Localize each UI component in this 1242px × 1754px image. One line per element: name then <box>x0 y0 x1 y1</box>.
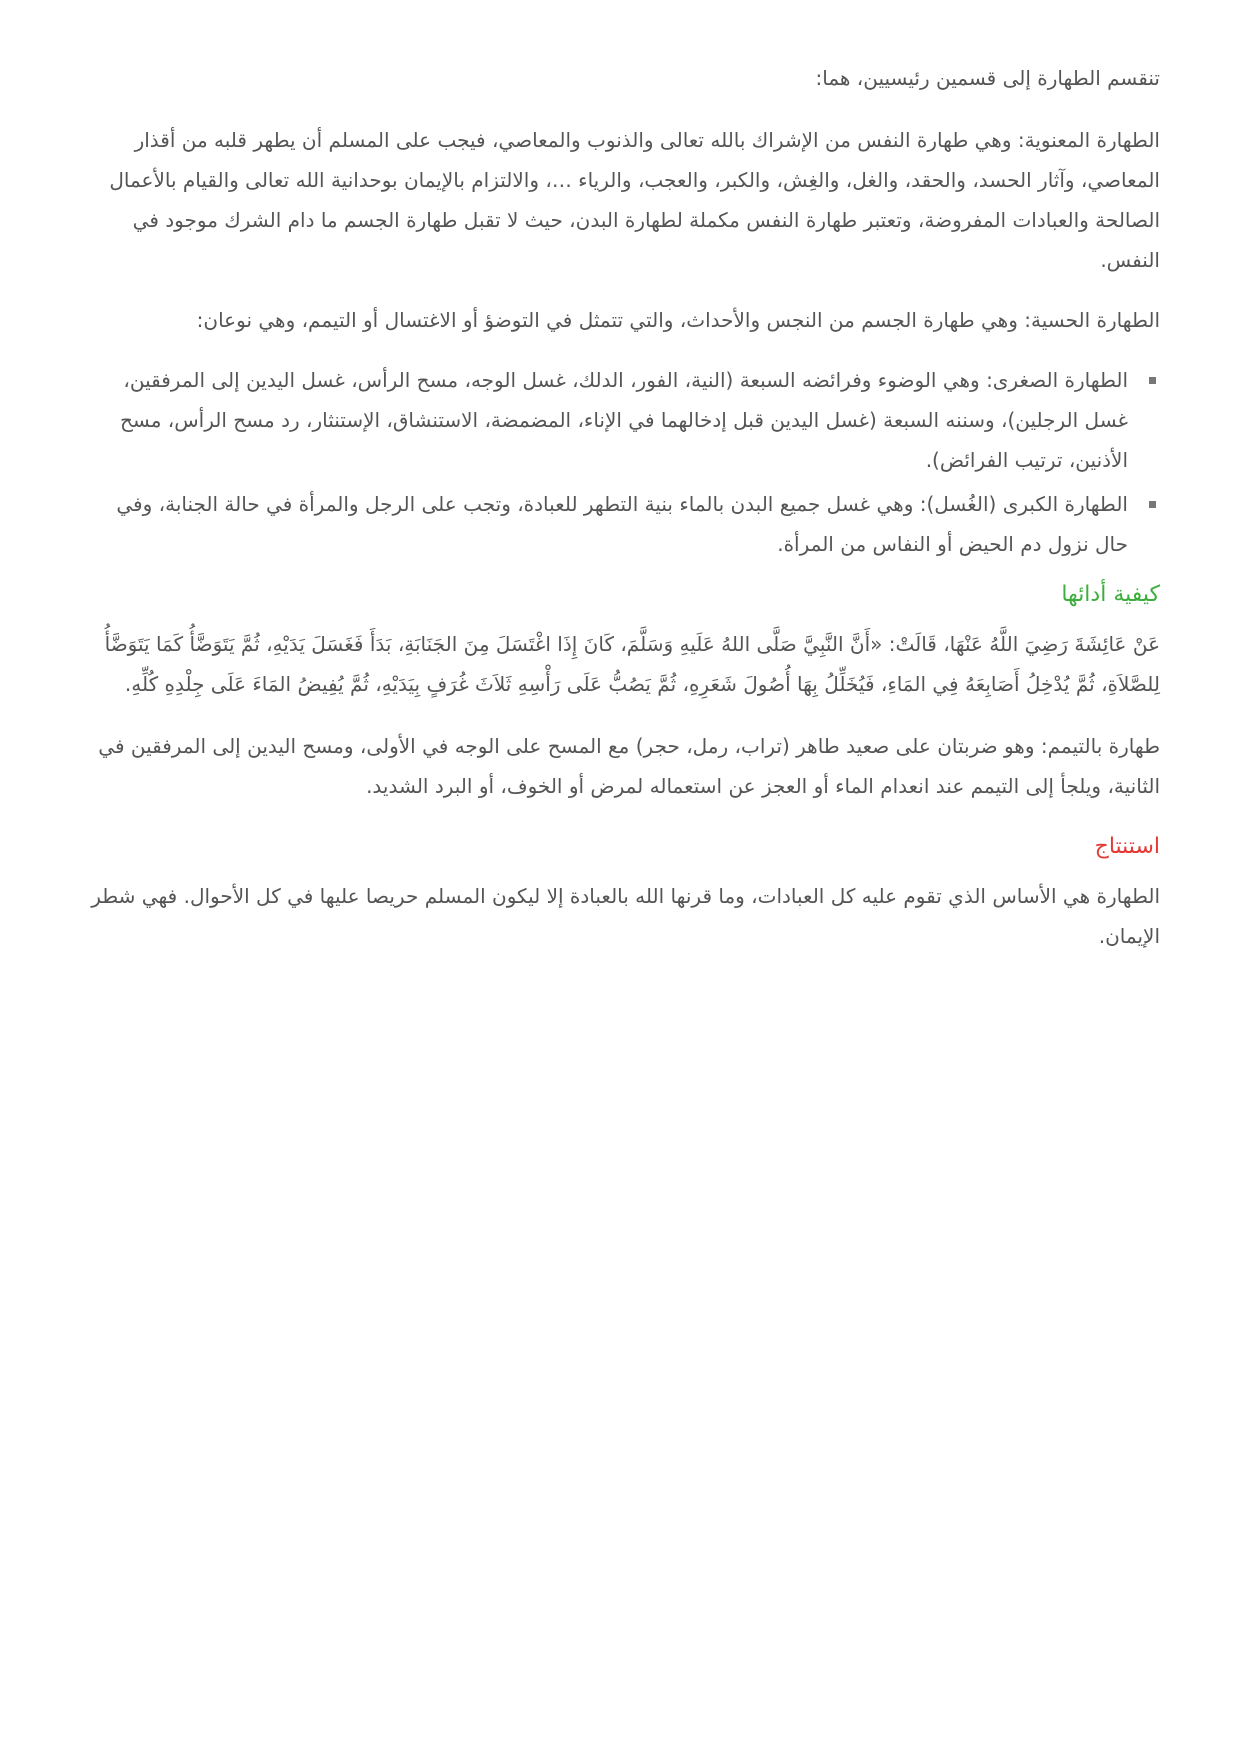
hadith-paragraph: عَنْ عَائِشَةَ رَضِيَ اللَّهُ عَنْهَا، قَالَتْ: «أَنَّ النَّبِيَّ صَلَّى اللهُ عَلَيهِ وَسَلَّمَ، كَانَ إِذَا اغْتَسَلَ مِنَ الجَنَابَةِ، بَدَأَ فَغَسَلَ يَدَيْهِ، ثُمَّ يَتَوَضَّأُ كَمَا يَتَوَضَّأُ لِلصَّلاَةِ، ثُمَّ يُدْخِلُ أَصَابِعَهُ فِي المَاءِ، فَيُخَلِّلُ بِهَا أُصُولَ شَعَرِهِ، ثُمَّ يَصُبُّ عَلَى رَأْسِهِ ثَلاَثَ غُرَفٍ بِيَدَيْهِ، ثُمَّ يُفِيضُ المَاءَ عَلَى جِلْدِهِ كُلِّهِ. <box>104 632 1160 696</box>
square-bullet-icon <box>1149 501 1156 508</box>
major-purity-text: الطهارة الكبرى (الغُسل): وهي غسل جميع البدن بالماء بنية التطهر للعبادة، وتجب على الرجل والمرأة في حالة الجنابة، وفي حال نزول دم الحيض أو النفاس من المرأة. <box>116 492 1128 556</box>
spiritual-purity-paragraph: الطهارة المعنوية: وهي طهارة النفس من الإشراك بالله تعالى والذنوب والمعاصي، فيجب على المسلم أن يطهر قلبه من أقذار المعاصي، وآثار الحسد، والحقد، والغل، والغِش، والكبر، والعجب، والرياء …، والالتزام بالإيمان بوحدانية الله تعالى والقيام بالأعمال الصالحة والعبادات المفروضة، وتعتبر طهارة النفس مكملة لطهارة البدن، حيث لا تقبل طهارة الجسم ما دام الشرك موجود في النفس. <box>109 128 1160 272</box>
conclusion-paragraph: الطهارة هي الأساس الذي تقوم عليه كل العبادات، وما قرنها الله بالعبادة إلا ليكون المسلم حريصا عليها في كل الأحوال. فهي شطر الإيمان. <box>91 884 1160 948</box>
minor-purity-text: الطهارة الصغرى: وهي الوضوء وفرائضه السبعة (النية، الفور، الدلك، غسل الوجه، مسح الرأس، غسل اليدين إلى المرفقين، غسل الرجلين)، وسننه السبعة (غسل اليدين قبل إدخالهما في الإناء، المضمضة، الاستنشاق، الإستنثار، رد مسح الرأس، مسح الأذنين، ترتيب الفرائض). <box>119 368 1128 472</box>
purity-types-list <box>84 360 1160 564</box>
list-item <box>84 360 1128 480</box>
physical-purity-paragraph: الطهارة الحسية: وهي طهارة الجسم من النجس والأحداث، والتي تتمثل في التوضؤ أو الاغتسال أو التيمم، وهي نوعان: <box>196 308 1160 332</box>
square-bullet-icon <box>1149 377 1156 384</box>
tayammum-paragraph: طهارة بالتيمم: وهو ضربتان على صعيد طاهر (تراب، رمل، حجر) مع المسح على الوجه في الأولى، ومسح اليدين إلى المرفقين في الثانية، ويلجأ إلى التيمم عند انعدام الماء أو العجز عن استعماله لمرض أو الخوف، أو البرد الشديد. <box>98 734 1160 798</box>
how-to-perform-heading: كيفية أدائها <box>1061 582 1160 607</box>
intro-paragraph: تنقسم الطهارة إلى قسمين رئيسيين، هما: <box>815 66 1160 90</box>
conclusion-heading: استنتاج <box>1094 834 1160 859</box>
document-page <box>84 58 1160 976</box>
list-item <box>84 484 1128 564</box>
